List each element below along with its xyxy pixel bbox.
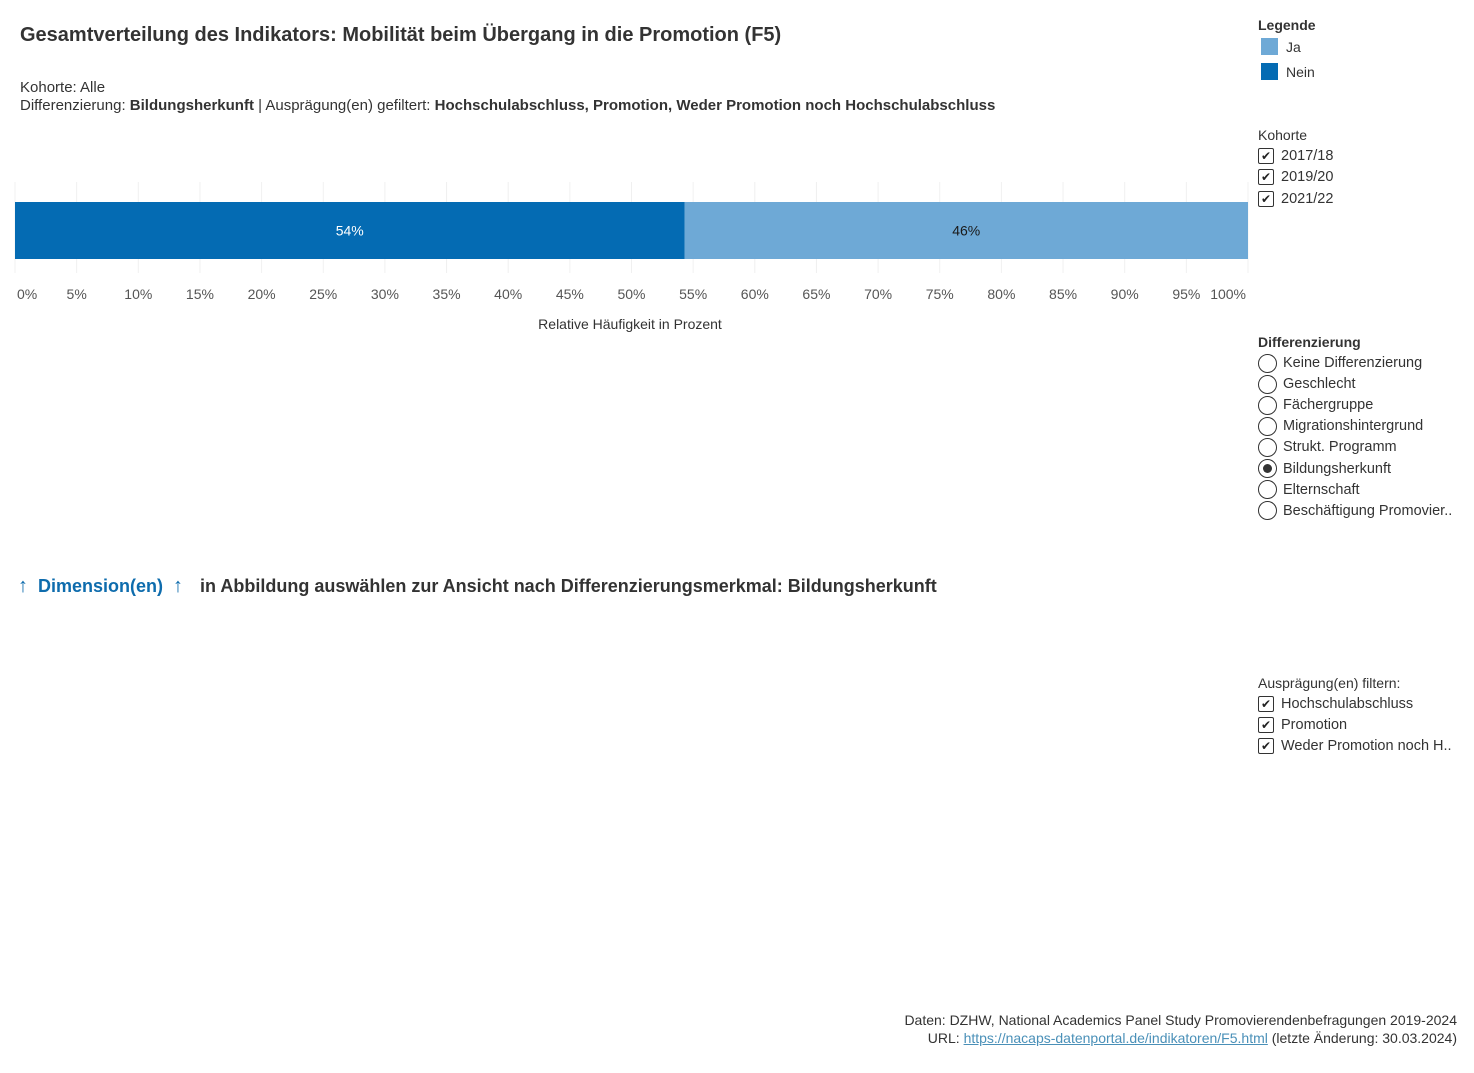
checkbox[interactable] — [1258, 169, 1274, 185]
tick-label: 55% — [679, 286, 708, 302]
checkbox[interactable] — [1258, 191, 1274, 207]
diff-prefix: Differenzierung: — [20, 97, 130, 114]
kohorte-label: 2019/20 — [1281, 169, 1334, 186]
legend-item-ja[interactable] — [1261, 38, 1301, 55]
differenzierung-title: Differenzierung — [1258, 334, 1361, 350]
legend-swatch — [1261, 38, 1278, 55]
checkbox[interactable] — [1258, 696, 1274, 712]
legend-label: Nein — [1286, 63, 1315, 80]
auspraegung-option[interactable] — [1258, 736, 1452, 756]
kohorte-option[interactable] — [1258, 189, 1333, 209]
tick-label: 95% — [1172, 286, 1201, 302]
data-label: 46% — [952, 222, 981, 239]
radio-button[interactable] — [1258, 438, 1277, 457]
radio-button[interactable] — [1258, 480, 1277, 499]
differenzierung-label: Geschlecht — [1283, 376, 1356, 393]
radio-button[interactable] — [1258, 354, 1277, 373]
auspraegung-option[interactable] — [1258, 715, 1347, 735]
checkmark-icon: ✔ — [1260, 718, 1272, 732]
x-axis-label: Relative Häufigkeit in Prozent — [538, 316, 722, 332]
differenzierung-label: Elternschaft — [1283, 481, 1360, 498]
differenzierung-option[interactable] — [1258, 353, 1422, 373]
tick-label: 20% — [247, 286, 276, 302]
legend-swatch — [1261, 63, 1278, 80]
data-source: Daten: DZHW, National Academics Panel Study Promovierendenbefragungen 2019-2024 — [904, 1012, 1457, 1028]
kohorte-subtitle: Kohorte: Alle — [20, 79, 106, 96]
radio-button[interactable] — [1258, 375, 1277, 394]
arrow-up-icon: ↑ — [18, 575, 28, 597]
differenzierung-option[interactable] — [1258, 437, 1397, 457]
url-prefix: URL: — [927, 1030, 964, 1046]
tick-label: 60% — [740, 286, 769, 302]
tick-label: 100% — [1210, 286, 1246, 302]
tick-label: 15% — [185, 286, 214, 302]
tick-label: 35% — [432, 286, 461, 302]
radio-button[interactable] — [1258, 501, 1277, 520]
filter-value: Hochschulabschluss, Promotion, Weder Promotion noch Hochschulabschluss — [434, 97, 996, 114]
tick-label: 25% — [309, 286, 338, 302]
kohorte-option[interactable] — [1258, 167, 1333, 187]
checkmark-icon: ✔ — [1260, 191, 1272, 206]
radio-button[interactable] — [1258, 396, 1277, 415]
checkmark-icon: ✔ — [1260, 739, 1272, 753]
legend-label: Ja — [1286, 38, 1301, 55]
differenzierung-label: Beschäftigung Promovier.. — [1283, 502, 1453, 519]
checkmark-icon: ✔ — [1260, 170, 1272, 185]
tick-label: 65% — [802, 286, 831, 302]
checkbox[interactable] — [1258, 148, 1274, 164]
differenzierung-option[interactable] — [1258, 374, 1356, 394]
stacked-bar-chart[interactable] — [0, 180, 1250, 340]
differenzierung-subtitle — [20, 97, 995, 114]
kohorte-label: 2017/18 — [1281, 148, 1334, 164]
tick-label: 40% — [494, 286, 523, 302]
tick-label: 50% — [617, 286, 646, 302]
legend-item-nein[interactable] — [1261, 63, 1315, 80]
tick-label: 5% — [66, 286, 87, 302]
url-suffix: (letzte Änderung: 30.03.2024) — [1267, 1030, 1457, 1046]
checkmark-icon: ✔ — [1260, 149, 1272, 163]
differenzierung-option[interactable] — [1258, 459, 1391, 479]
auspraegung-label: Promotion — [1281, 717, 1348, 733]
dimension-link[interactable]: Dimension(en) — [38, 576, 164, 596]
differenzierung-option[interactable] — [1258, 501, 1452, 521]
radio-dot-icon — [1263, 464, 1272, 473]
kohorte-label: 2021/22 — [1281, 190, 1334, 207]
kohorte-option[interactable] — [1258, 146, 1333, 166]
tick-label: 70% — [864, 286, 893, 302]
checkbox[interactable] — [1258, 738, 1274, 754]
source-link[interactable]: https://nacaps-datenportal.de/indikatoren/F5.html — [963, 1030, 1268, 1046]
differenzierung-option[interactable] — [1258, 395, 1373, 415]
differenzierung-label: Bildungsherkunft — [1283, 460, 1392, 477]
hint-text: in Abbildung auswählen zur Ansicht nach Differenzierungsmerkmal: Bildungsherkunft — [200, 576, 937, 596]
kohorte-filter-title: Kohorte — [1258, 127, 1308, 143]
checkmark-icon: ✔ — [1260, 697, 1272, 711]
auspraegung-label: Weder Promotion noch H.. — [1281, 738, 1452, 754]
differenzierung-label: Strukt. Programm — [1283, 439, 1397, 456]
radio-button[interactable] — [1258, 417, 1277, 436]
url-line — [928, 1030, 1457, 1046]
auspraegung-filter-title: Ausprägung(en) filtern: — [1258, 675, 1401, 691]
differenzierung-label: Keine Differenzierung — [1283, 355, 1423, 371]
tick-label: 30% — [370, 286, 399, 302]
tick-label: 80% — [987, 286, 1016, 302]
tick-label: 90% — [1110, 286, 1139, 302]
differenzierung-label: Fächergruppe — [1283, 397, 1374, 414]
differenzierung-option[interactable] — [1258, 416, 1423, 436]
differenzierung-label: Migrationshintergrund — [1283, 418, 1424, 435]
filter-prefix: | Ausprägung(en) gefiltert: — [253, 97, 435, 114]
tick-label: 85% — [1049, 286, 1078, 302]
tick-label: 0% — [17, 286, 38, 302]
tick-label: 75% — [925, 286, 954, 302]
auspraegung-label: Hochschulabschluss — [1281, 696, 1414, 712]
data-label: 54% — [335, 222, 364, 239]
legend-title: Legende — [1258, 17, 1316, 33]
dimension-hint — [18, 575, 937, 598]
diff-value: Bildungsherkunft — [129, 97, 254, 114]
checkbox[interactable] — [1258, 717, 1274, 733]
radio-button[interactable] — [1258, 459, 1277, 478]
auspraegung-option[interactable] — [1258, 694, 1413, 714]
tick-label: 10% — [124, 286, 153, 302]
tick-label: 45% — [555, 286, 584, 302]
arrow-up-icon: ↑ — [173, 575, 184, 597]
differenzierung-option[interactable] — [1258, 480, 1360, 500]
page-title: Gesamtverteilung des Indikators: Mobilität beim Übergang in die Promotion (F5) — [20, 24, 782, 46]
